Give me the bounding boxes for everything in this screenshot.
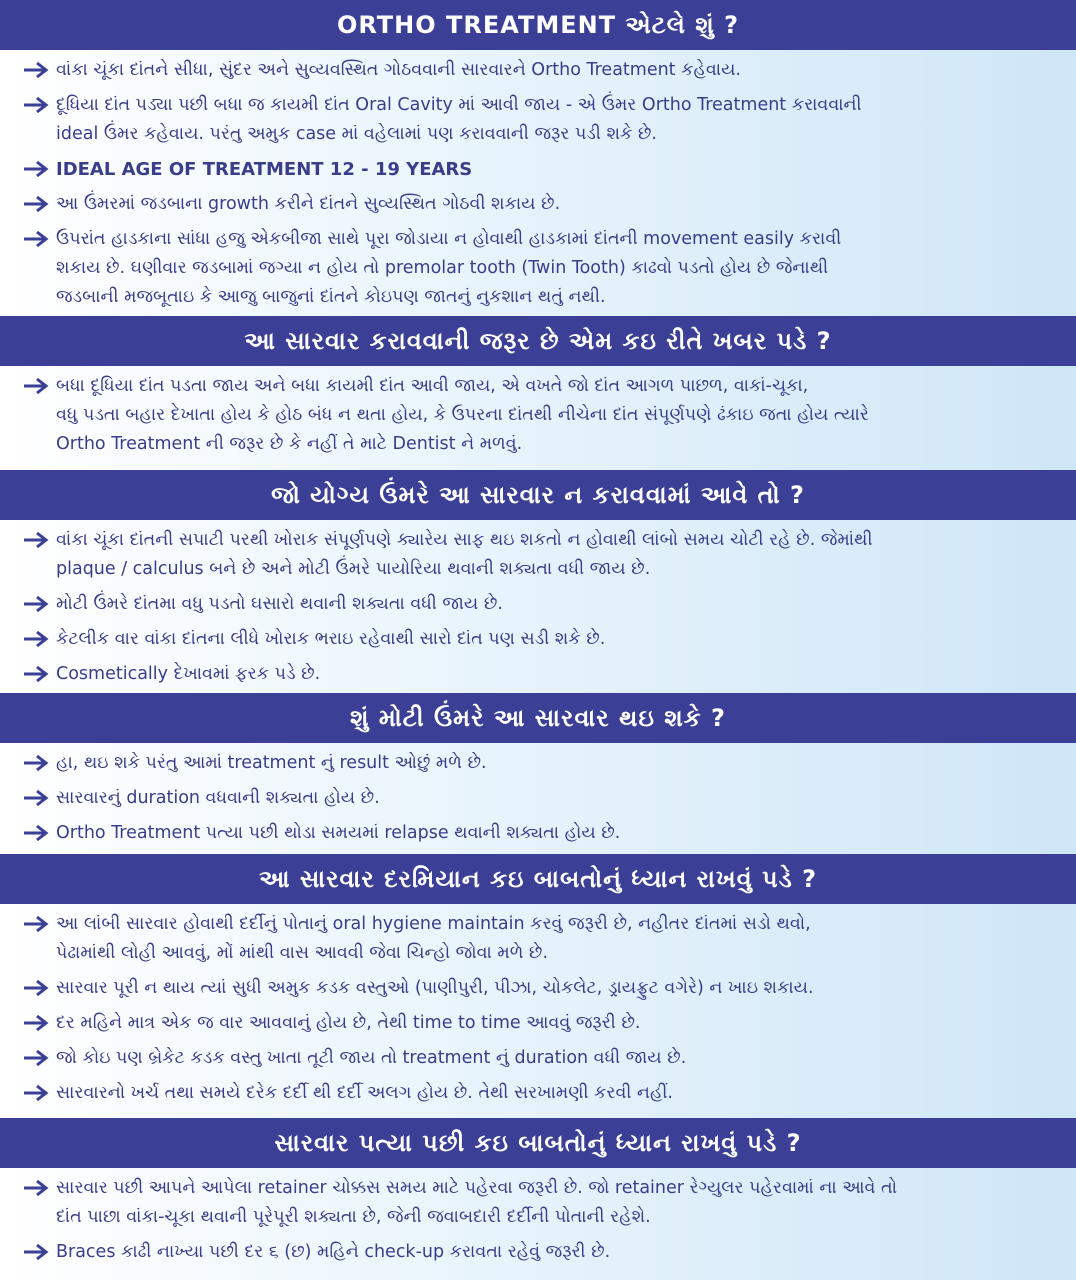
list-item bbox=[22, 660, 1054, 689]
arrow-right-icon bbox=[22, 664, 56, 684]
list-item bbox=[22, 1044, 1054, 1073]
list-item-text: આ લાંબી સારવાર હોવાથી દર્દીનું પોતાનું oral hygiene maintain કરવું જરૂરી છે, નહીતર દાંતમાં સડો થવો, પેઢામાંથી લોહી આવવું, મોં માંથી વાસ આવવી જેવા ચિન્હો જોવા મળે છે. bbox=[56, 914, 811, 963]
arrow-right-icon bbox=[22, 753, 56, 773]
section-heading: સારવાર પત્યા પછી કઇ બાબતોનું ધ્યાન રાખવું પડે ? bbox=[0, 1118, 1076, 1168]
list-item bbox=[22, 1174, 1054, 1232]
list-item-text: સારવાર પછી આપને આપેલા retainer ચોક્કસ સમય માટે પહેરવા જરૂરી છે. જો retainer રેગ્યુલર પહેરવામાં ના આવે તો દાંત પાછા વાંકા-ચૂકા થવાની પૂરેપૂરી શક્યતા છે, જેની જવાબદારી દર્દીની પોતાની રહેશે. bbox=[56, 1178, 897, 1227]
arrow-right-icon bbox=[22, 60, 56, 80]
section-what-is-ortho bbox=[0, 0, 1076, 318]
arrow-right-icon bbox=[22, 978, 56, 998]
section-heading: ORTHO TREATMENT એટલે શું ? bbox=[0, 0, 1076, 50]
section-heading: જો યોગ્ય ઉંમરે આ સારવાર ન કરાવવામાં આવે તો ? bbox=[0, 470, 1076, 520]
list-item-text: મોટી ઉંમરે દાંતમા વધુ પડતો ઘસારો થવાની શક્યતા વધી જાય છે. bbox=[56, 594, 503, 614]
section-older-age bbox=[0, 693, 1076, 854]
arrow-right-icon bbox=[22, 1242, 56, 1262]
list-item-text: સારવારનું duration વધવાની શક્યતા હોય છે. bbox=[56, 788, 380, 808]
list-item bbox=[22, 784, 1054, 813]
list-item-text: વાંકા ચૂંકા દાંતની સપાટી પરથી ખોરાક સંપૂર્ણપણે ક્યારેય સાફ થઇ શકતો ન હોવાથી લાંબો સમય ચોટી રહે છે. જેમાંથી plaque / calculus બને છે અને મોટી ઉંમરે પાયોરિયા થવાની શક્યતા વધી જાય છે. bbox=[56, 530, 873, 579]
section-heading: આ સારવાર કરાવવાની જરૂર છે એમ કઇ રીતે ખબર પડે ? bbox=[0, 316, 1076, 366]
list-item bbox=[22, 590, 1054, 619]
section-after-treatment bbox=[0, 1118, 1076, 1273]
arrow-right-icon bbox=[22, 788, 56, 808]
section-items bbox=[0, 520, 1076, 689]
list-item-text: Braces કાઢી નાખ્યા પછી દર ૬ (છ) મહિને check-up કરાવતા રહેવું જરૂરી છે. bbox=[56, 1242, 611, 1262]
arrow-right-icon bbox=[22, 194, 56, 214]
arrow-right-icon bbox=[22, 1178, 56, 1198]
list-item-text: Cosmetically દેખાવમાં ફરક પડે છે. bbox=[56, 664, 321, 684]
list-item bbox=[22, 910, 1054, 968]
list-item bbox=[22, 1238, 1054, 1267]
list-item bbox=[22, 749, 1054, 778]
list-item bbox=[22, 190, 1054, 219]
list-item bbox=[22, 526, 1054, 584]
arrow-right-icon bbox=[22, 1013, 56, 1033]
list-item bbox=[22, 1009, 1054, 1038]
list-item-text: ઉપરાંત હાડકાના સાંધા હજુ એકબીજા સાથે પૂરા જોડાયા ન હોવાથી હાડકામાં દાંતની movement easily કરાવી શકાય છે. ઘણીવાર જડબામાં જગ્યા ન હોય તો premolar tooth (Twin Tooth) કાઢવો પડતો હોય છે જેનાથી જડબાની મજબૂતાઇ કે આજુ બાજુનાં દાંતને કોઇપણ જાતનું નુકશાન થતું નથી. bbox=[56, 229, 842, 307]
arrow-right-icon bbox=[22, 229, 56, 249]
arrow-right-icon bbox=[22, 376, 56, 396]
list-item bbox=[22, 155, 1054, 184]
section-items bbox=[0, 366, 1076, 459]
list-item bbox=[22, 372, 1054, 459]
list-item-text: જો કોઇ પણ બ્રેકેટ કડક વસ્તુ ખાતા તૂટી જાય તો treatment નું duration વધી જાય છે. bbox=[56, 1048, 687, 1068]
arrow-right-icon bbox=[22, 1083, 56, 1103]
list-item bbox=[22, 819, 1054, 848]
list-item bbox=[22, 625, 1054, 654]
list-item bbox=[22, 225, 1054, 312]
list-item bbox=[22, 91, 1054, 149]
arrow-right-icon bbox=[22, 1048, 56, 1068]
section-items bbox=[0, 743, 1076, 848]
arrow-right-icon bbox=[22, 629, 56, 649]
arrow-right-icon bbox=[22, 823, 56, 843]
section-heading: આ સારવાર દરમિયાન કઇ બાબતોનું ધ્યાન રાખવું પડે ? bbox=[0, 854, 1076, 904]
section-during-treatment bbox=[0, 854, 1076, 1114]
arrow-right-icon bbox=[22, 530, 56, 550]
section-items bbox=[0, 1168, 1076, 1267]
section-when-needed bbox=[0, 316, 1076, 465]
section-heading: શું મોટી ઉંમરે આ સારવાર થઇ શકે ? bbox=[0, 693, 1076, 743]
list-item-text: સારવારનો ખર્ચ તથા સમયે દરેક દર્દી થી દર્દી અલગ હોય છે. તેથી સરખામણી કરવી નહીં. bbox=[56, 1083, 673, 1103]
list-item-text: કેટલીક વાર વાંકા દાંતના લીધે ખોરાક ભરાઇ રહેવાથી સારો દાંત પણ સડી શકે છે. bbox=[56, 629, 606, 649]
section-if-not-done bbox=[0, 470, 1076, 695]
section-items bbox=[0, 904, 1076, 1108]
list-item-text: વાંકા ચૂંકા દાંતને સીધા, સુંદર અને સુવ્યવસ્થિત ગોઠવવાની સારવારને Ortho Treatment કહેવાય. bbox=[56, 60, 741, 80]
list-item-text: Ortho Treatment પત્યા પછી થોડા સમયમાં relapse થવાની શક્યતા હોય છે. bbox=[56, 823, 621, 843]
list-item-text: સારવાર પૂરી ન થાય ત્યાં સુધી અમુક કડક વસ્તુઓ (પાણીપુરી, પીઝા, ચોકલેટ, ડ્રાયફ્રુટ વગેરે) ન ખાઇ શકાય. bbox=[56, 978, 814, 998]
arrow-right-icon bbox=[22, 159, 56, 179]
list-item bbox=[22, 56, 1054, 85]
list-item bbox=[22, 1079, 1054, 1108]
arrow-right-icon bbox=[22, 914, 56, 934]
arrow-right-icon bbox=[22, 95, 56, 115]
list-item-text: દૂધિયા દાંત પડ્યા પછી બધા જ કાયમી દાંત Oral Cavity માં આવી જાય - એ ઉંમર Ortho Treatment કરાવવાની ideal ઉંમર કહેવાય. પરંતુ અમુક case માં વહેલામાં પણ કરાવવાની જરૂર પડી શકે છે. bbox=[56, 95, 862, 144]
list-item-text: આ ઉંમરમાં જડબાના growth કરીને દાંતને સુવ્યસ્થિત ગોઠવી શકાય છે. bbox=[56, 194, 561, 214]
list-item-text: IDEAL AGE OF TREATMENT 12 - 19 YEARS bbox=[56, 159, 473, 180]
list-item-text: હા, થઇ શકે પરંતુ આમાં treatment નું result ઓછું મળે છે. bbox=[56, 753, 487, 773]
list-item-text: બધા દૂધિયા દાંત પડતા જાય અને બધા કાયમી દાંત આવી જાય, એ વખતે જો દાંત આગળ પાછળ, વાકાં-ચૂકા, વધુ પડતા બહાર દેખાતા હોય કે હોઠ બંધ ન થતા હોય, કે ઉપરના દાંતથી નીચેના દાંત સંપૂર્ણપણે ઢંકાઇ જતા હોય ત્યારે Ortho Treatment ની જરૂર છે કે નહીં તે માટે Dentist ને મળવું. bbox=[56, 376, 869, 454]
list-item-text: દર મહિને માત્ર એક જ વાર આવવાનું હોય છે, તેથી time to time આવવું જરૂરી છે. bbox=[56, 1013, 641, 1033]
list-item bbox=[22, 974, 1054, 1003]
arrow-right-icon bbox=[22, 594, 56, 614]
section-items bbox=[0, 50, 1076, 312]
